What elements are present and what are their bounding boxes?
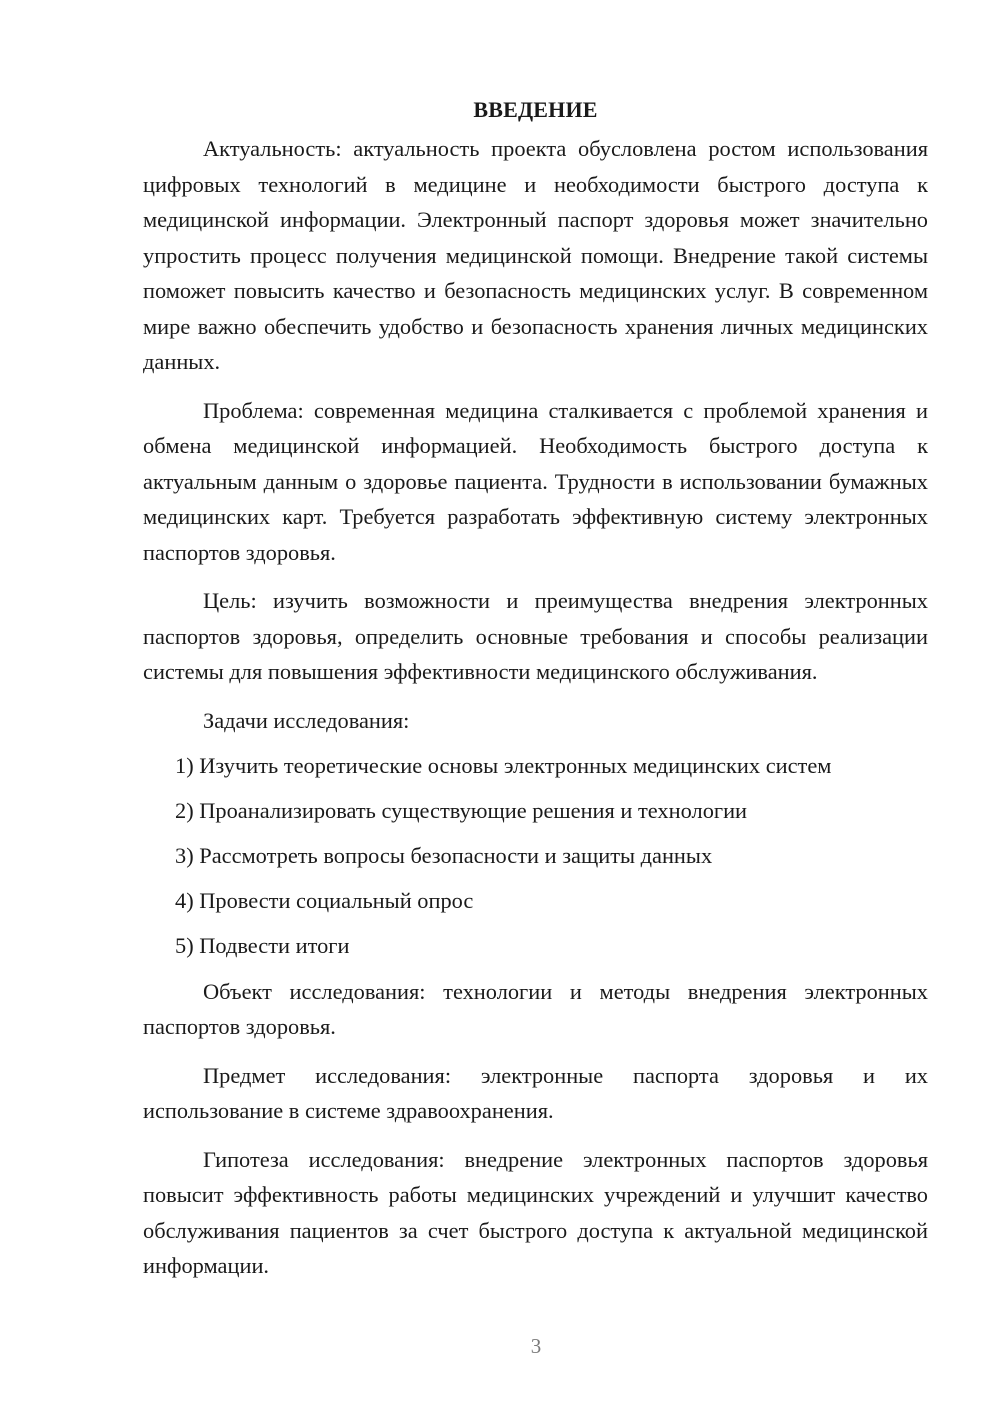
paragraph-object: Объект исследования: технологии и методы внедрения электронных паспортов здоровья. (143, 978, 928, 1040)
paragraph-problem: Проблема: современная медицина сталкивается с проблемой хранения и обмена медицинской информацией. Необходимость быстрого доступа к актуальным данным о здоровье пациента. Трудности в использовании бумажных медицинских карт. Требуется разработать эффективную систему электронных паспортов здоровья. (143, 397, 928, 565)
paragraph-goal: Цель: изучить возможности и преимущества внедрения электронных паспортов здоровья, определить основные требования и способы реализации системы для повышения эффективности медицинского обслуживания. (143, 588, 928, 684)
paragraph-hypothesis: Гипотеза исследования: внедрение электронных паспортов здоровья повысит эффективность работы медицинских учреждений и улучшит качество обслуживания пациентов за счет быстрого доступа к актуальной медицинской информации. (143, 1146, 928, 1279)
list-item: 1) Изучить теоретические основы электронных медицинских систем (175, 753, 832, 778)
list-item: 3) Рассмотреть вопросы безопасности и защиты данных (175, 843, 713, 869)
list-item: 2) Проанализировать существующие решения и технологии (175, 798, 748, 824)
page-number: 3 (530, 1334, 542, 1358)
task-list (143, 748, 928, 964)
paragraph-relevance: Актуальность: актуальность проекта обусловлена ростом использования цифровых технологий в медицине и необходимости быстрого доступа к медицинской информации. Электронный паспорт здоровья может значительно упростить процесс получения медицинской помощи. Внедрение такой системы поможет повысить качество и безопасность медицинских услуг. В современном мире важно обеспечить удобство и безопасность хранения личных медицинских данных. (143, 136, 928, 374)
tasks-title: Задачи исследования: (203, 707, 410, 733)
list-item: 4) Провести социальный опрос (175, 888, 474, 914)
page-title: ВВЕДЕНИЕ (473, 97, 598, 122)
list-item: 5) Подвести итоги (175, 933, 350, 959)
paragraph-subject: Предмет исследования: электронные паспорта здоровья и их использование в системе здравоохранения. (143, 1062, 928, 1124)
page-content (143, 92, 928, 1297)
